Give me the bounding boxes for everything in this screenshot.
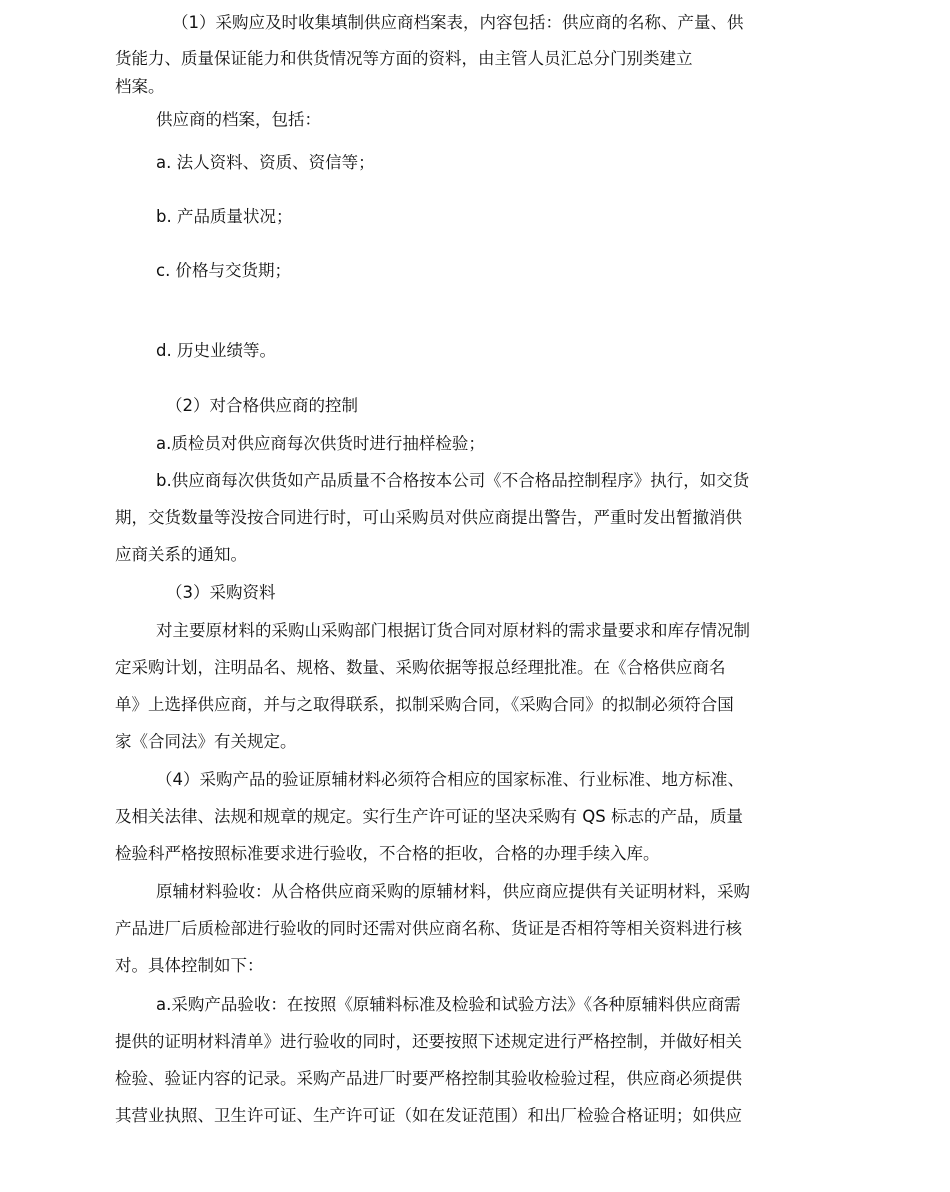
section-2-item-b-line-1: b.供应商每次供货如产品质量不合格按本公司《不合格品控制程序》执行，如交货 [156,471,750,490]
section-2-item-b-line-2: 期，交货数量等没按合同进行时，可山采购员对供应商提出警告，严重时发出暂撤消供 [115,508,742,527]
supplier-file-intro: 供应商的档案，包括： [156,110,321,129]
section-4-line-1: （4）采购产品的验证原辅材料必须符合相应的国家标准、行业标准、地方标准、 [156,770,744,789]
section-2-item-b-line-3: 应商关系的通知。 [115,545,247,564]
inspection-a-line-3: 检验、验证内容的记录。采购产品进厂时要严格控制其验收检验过程，供应商必须提供 [115,1069,742,1088]
raw-material-line-3: 对。具体控制如下： [115,956,264,975]
supplier-item-c: c. 价格与交货期； [156,261,292,280]
raw-material-line-2: 产品进厂后质检部进行验收的同时还需对供应商名称、货证是否相符等相关资料进行核 [115,919,742,938]
section-3-heading: （3）采购资料 [166,583,276,602]
section-4-line-2: 及相关法律、法规和规章的规定。实行生产许可证的坚决采购有 QS 标志的产品，质量 [115,807,743,826]
para-1-line-2: 货能力、质量保证能力和供货情况等方面的资料，由主管人员汇总分门别类建立 [115,49,693,68]
section-3-line-1: 对主要原材料的采购山采购部门根据订货合同对原材料的需求量要求和库存情况制 [156,621,750,640]
section-3-line-4: 家《合同法》有关规定。 [115,732,297,751]
section-2-heading: （2）对合格供应商的控制 [166,396,358,415]
inspection-a-line-4: 其营业执照、卫生许可证、生产许可证（如在发证范围）和出厂检验合格证明；如供应 [115,1106,742,1125]
supplier-item-d: d. 历史业绩等。 [156,341,276,360]
supplier-item-b: b. 产品质量状况； [156,207,293,226]
inspection-a-line-2: 提供的证明材料清单》进行验收的同时，还要按照下述规定进行严格控制，并做好相关 [115,1032,742,1051]
section-3-line-2: 定采购计划，注明品名、规格、数量、采购依据等报总经理批准。在《合格供应商名 [115,658,726,677]
section-2-item-a: a.质检员对供应商每次供货时进行抽样检验； [156,434,485,453]
section-3-line-3: 单》上选择供应商，并与之取得联系，拟制采购合同，《采购合同》的拟制必须符合国 [115,695,734,714]
supplier-item-a: a. 法人资料、资质、资信等； [156,153,375,172]
raw-material-line-1: 原辅材料验收：从合格供应商采购的原辅材料，供应商应提供有关证明材料，采购 [156,882,750,901]
section-4-line-3: 检验科严格按照标准要求进行验收，不合格的拒收，合格的办理手续入库。 [115,844,660,863]
inspection-a-line-1: a.采购产品验收：在按照《原辅料标准及检验和试验方法》《各种原辅料供应商需 [156,995,741,1014]
para-1-line-1: （1）采购应及时收集填制供应商档案表，内容包括：供应商的名称、产量、供 [172,13,744,32]
para-1-line-3: 档案。 [115,77,165,96]
